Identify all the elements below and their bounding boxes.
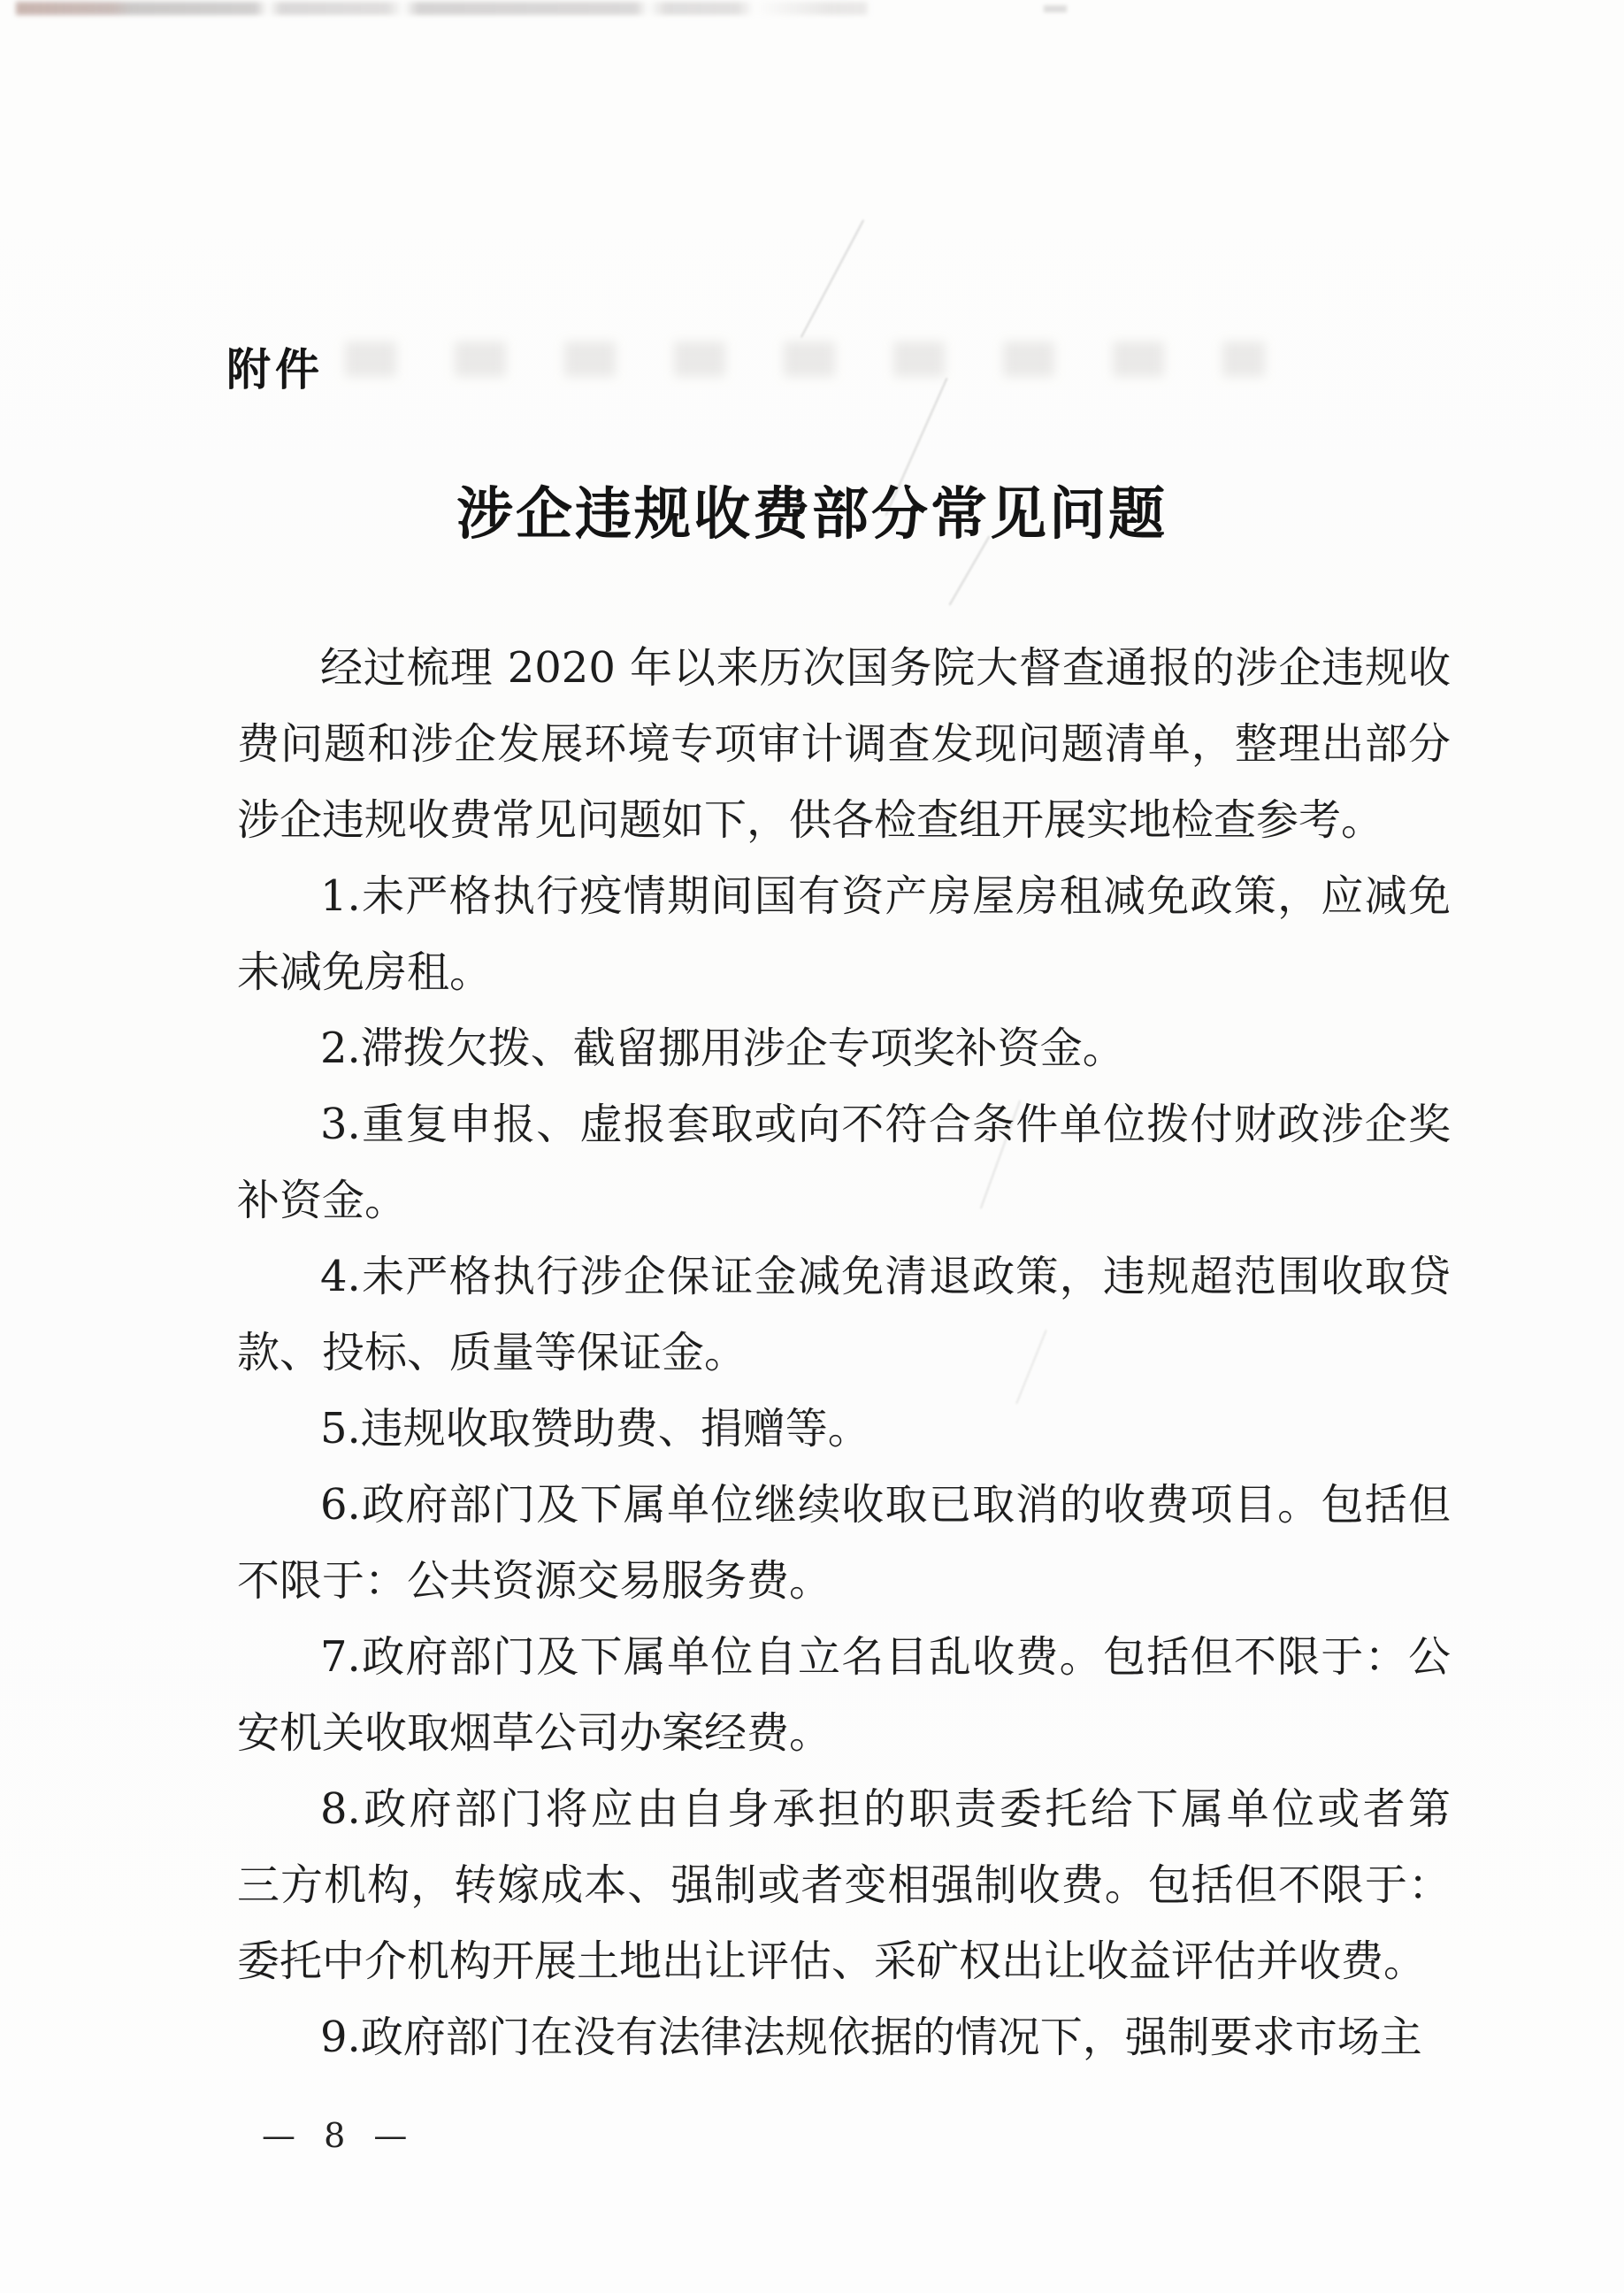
body-line: 未减免房租。 [237, 947, 493, 997]
scan-bleed-through-strip [16, 2, 869, 15]
scan-ghost-smudge [345, 341, 1265, 377]
scan-artifact-dot [1044, 5, 1067, 12]
body-line: 不限于：公共资源交易服务费。 [237, 1556, 832, 1606]
body-line: 补资金。 [237, 1176, 408, 1225]
body-line: 9.政府部门在没有法律法规依据的情况下，强制要求市场主 [320, 2013, 1422, 2062]
body-line: 涉企违规收费常见问题如下，供各检查组开展实地检查参考。 [237, 795, 1384, 845]
body-line: 6.政府部门及下属单位继续收取已取消的收费项目。包括但 [320, 1480, 1451, 1530]
body-line: 1.未严格执行疫情期间国有资产房屋房租减免政策，应减免 [320, 871, 1451, 921]
body-line: 三方机构，转嫁成本、强制或者变相强制收费。包括但不限于： [237, 1860, 1451, 1910]
body-line: 款、投标、质量等保证金。 [237, 1328, 747, 1377]
page-number: — 8 — [262, 2116, 417, 2155]
body-line: 5.违规收取赞助费、捐赠等。 [320, 1404, 870, 1453]
body-line: 4.未严格执行涉企保证金减免清退政策，违规超范围收取贷 [320, 1252, 1451, 1301]
body-line: 费问题和涉企发展环境专项审计调查发现问题清单，整理出部分 [237, 719, 1451, 769]
body-line: 2.滞拨欠拨、截留挪用涉企专项奖补资金。 [320, 1024, 1125, 1073]
body-lines [237, 630, 1451, 2075]
body-line: 7.政府部门及下属单位自立名目乱收费。包括但不限于：公 [320, 1632, 1451, 1682]
body-line: 8.政府部门将应由自身承担的职责委托给下属单位或者第 [320, 1784, 1451, 1834]
body-line: 安机关收取烟草公司办案经费。 [237, 1708, 832, 1758]
scan-scratch [801, 219, 864, 337]
body-line: 3.重复申报、虚报套取或向不符合条件单位拨付财政涉企奖 [320, 1100, 1451, 1149]
body-line: 经过梳理 2020 年以来历次国务院大督查通报的涉企违规收 [320, 643, 1451, 693]
body-line: 委托中介机构开展土地出让评估、采矿权出让收益评估并收费。 [237, 1936, 1427, 1986]
document-title: 涉企违规收费部分常见问题 [456, 481, 1168, 548]
attachment-label: 附件 [226, 344, 324, 395]
